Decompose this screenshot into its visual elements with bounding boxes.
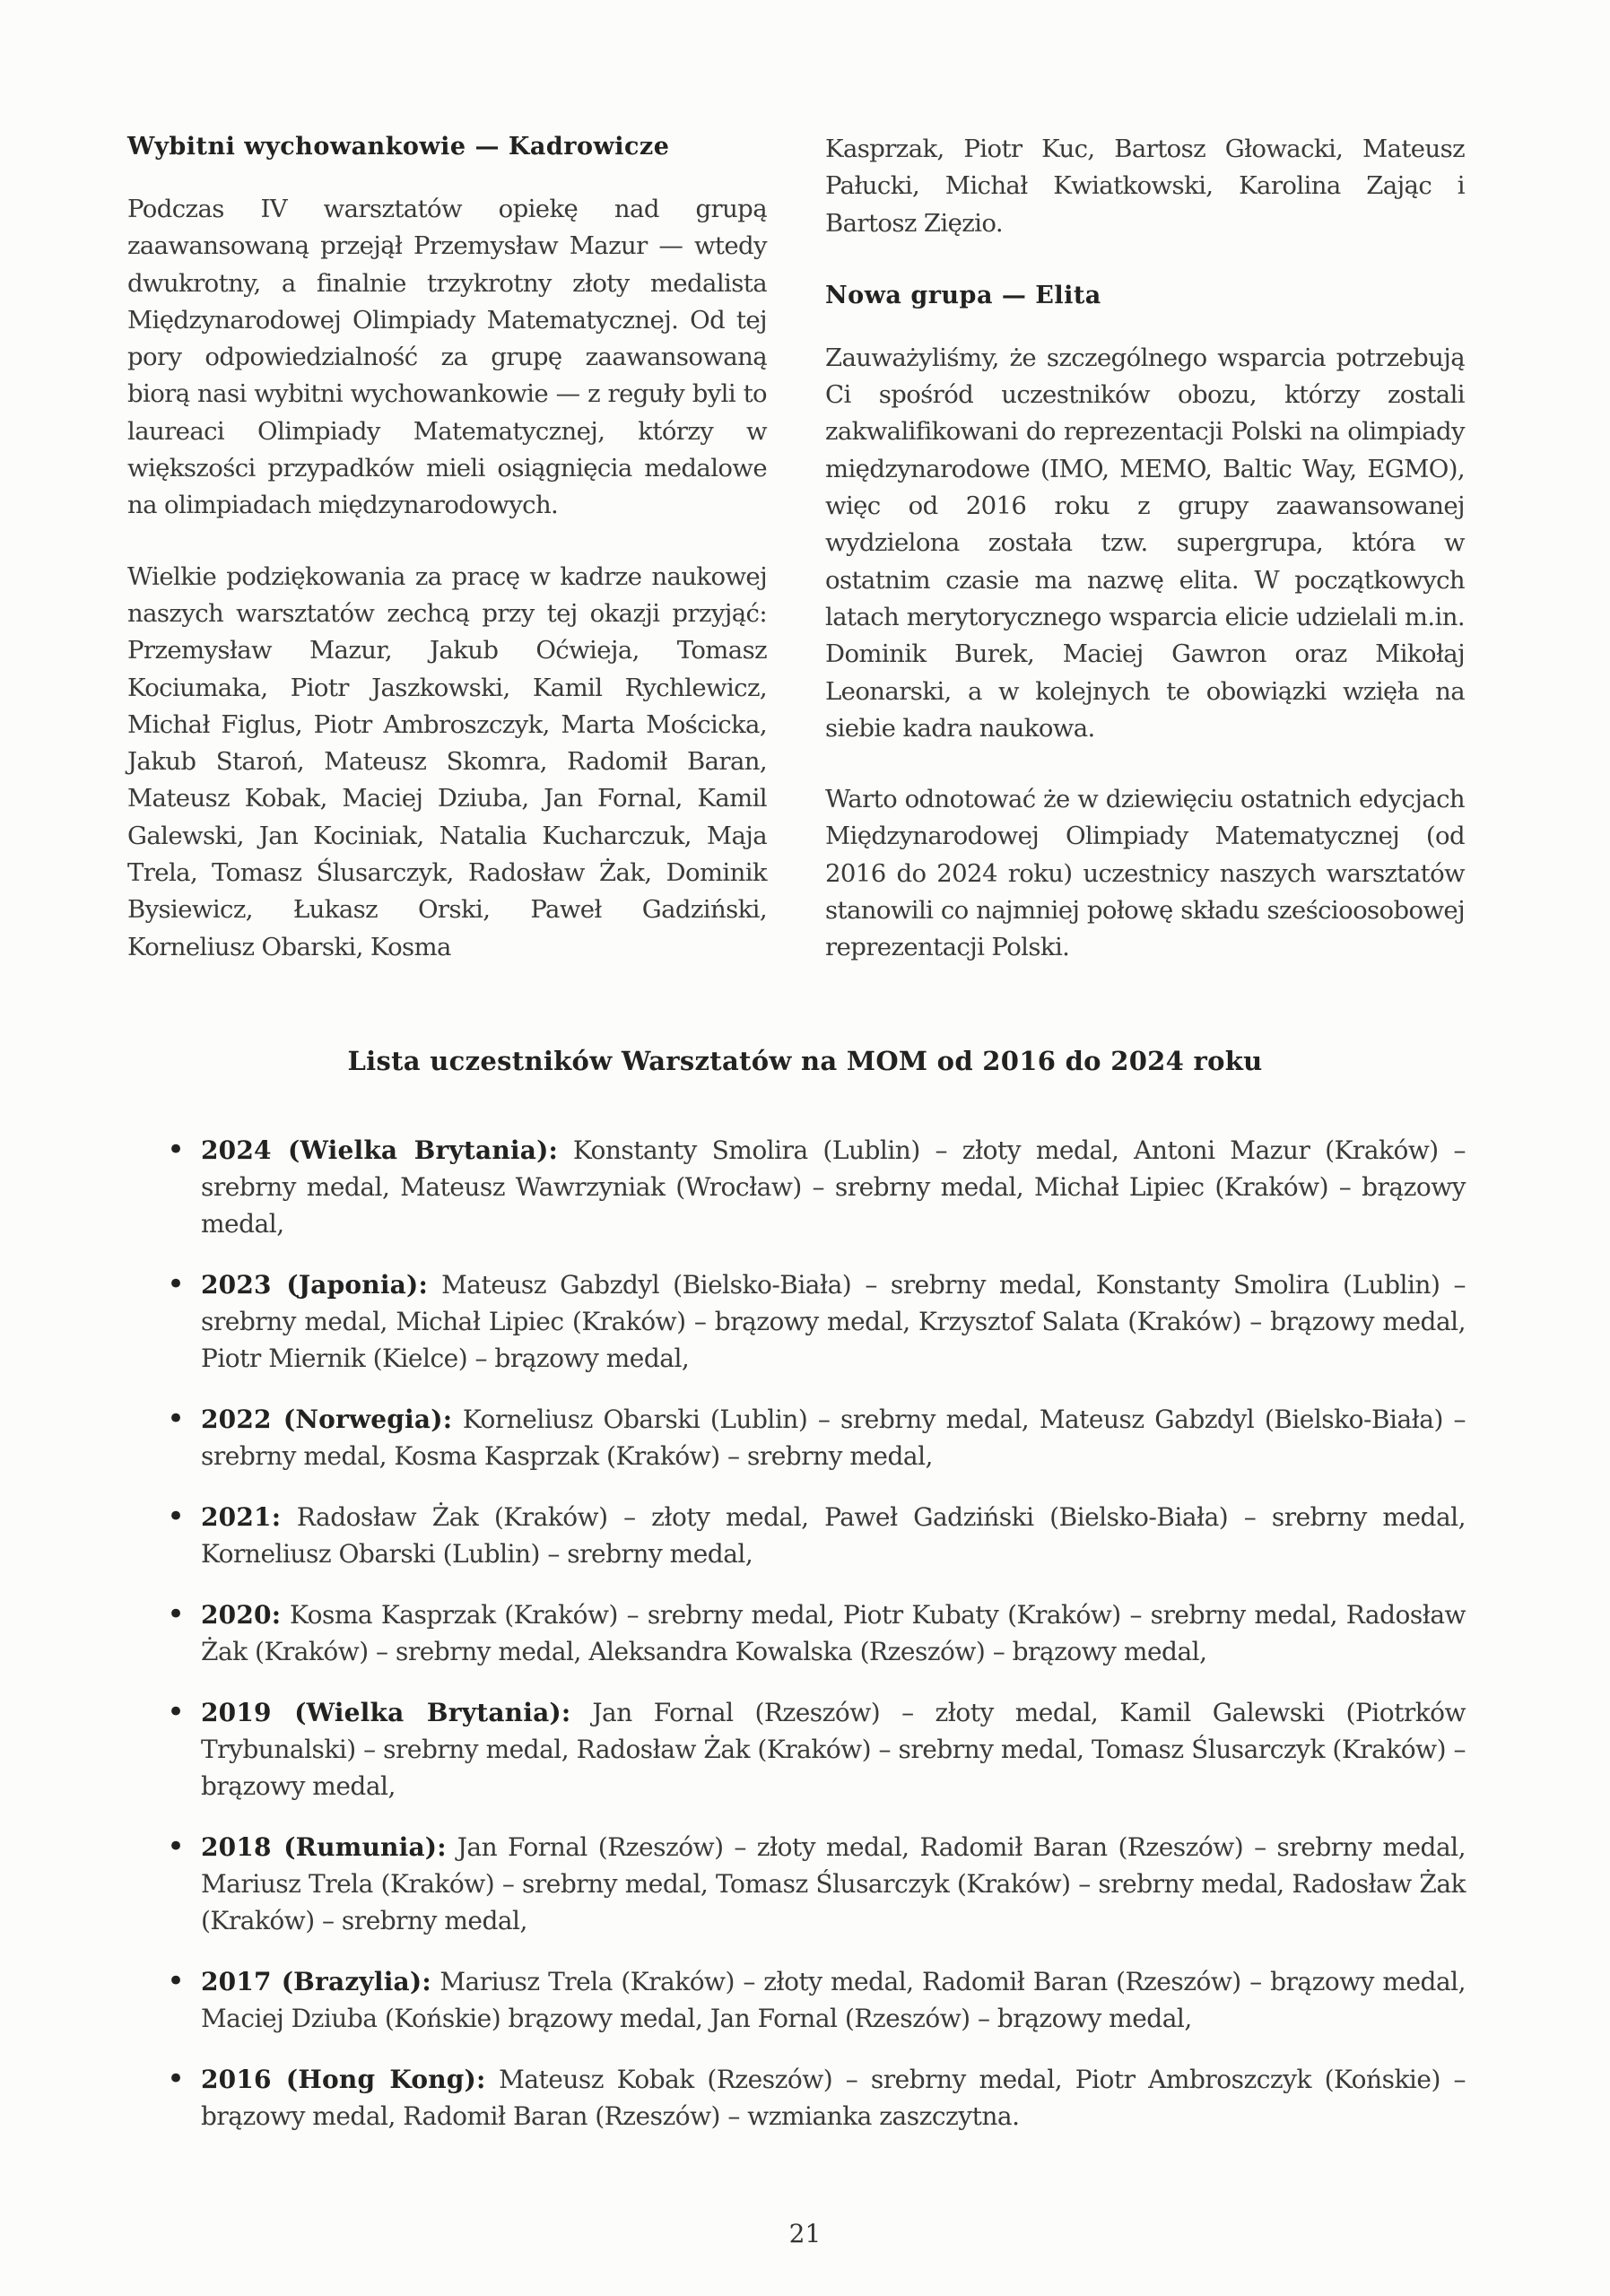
list-item-text: Mariusz Trela (Kraków) – złoty medal, Radomił Baran (Rzeszów) – brązowy medal, Maciej Dziuba (Końskie) brązowy medal, Jan Fornal (Rzeszów) – brązowy medal,: [201, 1967, 1466, 2033]
list-item-year: 2022 (Norwegia):: [201, 1405, 453, 1434]
section-heading-elita: Nowa grupa — Elita: [825, 281, 1101, 309]
paragraph-continuation: Kasprzak, Piotr Kuc, Bartosz Głowacki, Mateusz Pałucki, Michał Kwiatkowski, Karolina Zając i Bartosz Zięzio.: [825, 135, 1465, 238]
list-item: [167, 1499, 1466, 1572]
list-item-text: Kosma Kasprzak (Kraków) – srebrny medal, Piotr Kubaty (Kraków) – srebrny medal, Radosław Żak (Kraków) – srebrny medal, Aleksandra Kowalska (Rzeszów) – brązowy medal,: [201, 1600, 1466, 1666]
olympiad-list: [167, 1132, 1466, 2159]
page-number: 21: [788, 2219, 822, 2248]
list-item-text: Konstanty Smolira (Lublin) – złoty medal, Antoni Mazur (Kraków) – srebrny medal, Mateusz Wawrzyniak (Wrocław) – srebrny medal, Michał Lipiec (Kraków) – brązowy medal,: [201, 1135, 1466, 1239]
right-column: [825, 131, 1465, 1001]
list-item-year: 2017 (Brazylia):: [201, 1967, 431, 1996]
section-heading-kadrowicze: Wybitni wychowankowie — Kadrowicze: [127, 133, 670, 161]
paragraph: Wielkie podziękowania za pracę w kadrze naukowej naszych warsztatów zechcą przy tej okazji przyjąć: Przemysław Mazur, Jakub Oćwieja, Tomasz Kociumaka, Piotr Jaszkowski, Kamil Rychlewicz, Michał Figlus, Piotr Ambroszczyk, Marta Mościcka, Jakub Staroń, Mateusz Skomra, Radomił Baran, Mateusz Kobak, Maciej Dziuba, Jan Fornal, Kamil Galewski, Jan Kociniak, Natalia Kucharczuk, Maja Trela, Tomasz Ślusarczyk, Radosław Żak, Dominik Bysiewicz, Łukasz Orski, Paweł Gadziński, Korneliusz Obarski, Kosma: [127, 561, 767, 961]
list-item-year: 2019 (Wielka Brytania):: [201, 1698, 571, 1727]
list-item-text: Korneliusz Obarski (Lublin) – srebrny medal, Mateusz Gabzdyl (Bielsko-Biała) – srebrny medal, Kosma Kasprzak (Kraków) – srebrny medal,: [201, 1405, 1466, 1471]
list-item-year: 2023 (Japonia):: [201, 1270, 429, 1300]
list-item-text: Mateusz Kobak (Rzeszów) – srebrny medal, Piotr Ambroszczyk (Końskie) – brązowy medal, Radomił Baran (Rzeszów) – wzmianka zaszczytna.: [201, 2065, 1466, 2131]
left-column: [127, 133, 767, 1000]
list-title: Lista uczestników Warsztatów na MOM od 2016 do 2024 roku: [347, 1046, 1263, 1076]
list-item-year: 2018 (Rumunia):: [201, 1832, 447, 1862]
list-item: [167, 1963, 1466, 2037]
list-item-year: 2016 (Hong Kong):: [201, 2065, 486, 2094]
list-item-text: Radosław Żak (Kraków) – złoty medal, Paweł Gadziński (Bielsko-Biała) – srebrny medal, Korneliusz Obarski (Lublin) – srebrny medal,: [201, 1502, 1466, 1569]
list-item-year: 2020:: [201, 1600, 282, 1630]
list-item: [167, 1829, 1466, 1939]
list-item-year: 2021:: [201, 1502, 282, 1532]
list-item: [167, 1401, 1466, 1474]
list-item-text: Mateusz Gabzdyl (Bielsko-Biała) – srebrny medal, Konstanty Smolira (Lublin) – srebrny medal, Michał Lipiec (Kraków) – brązowy medal, Krzysztof Salata (Kraków) – brązowy medal, Piotr Miernik (Kielce) – brązowy medal,: [201, 1270, 1466, 1373]
list-item: [167, 1596, 1466, 1670]
paragraph: Zauważyliśmy, że szczególnego wsparcia potrzebują Ci spośród uczestników obozu, którzy zostali zakwalifikowani do reprezentacji Polski na olimpiady międzynarodowe (IMO, MEMO, Baltic Way, EGMO), więc od 2016 roku z grupy zaawansowanej wydzielona została tzw. supergrupa, która w ostatnim czasie ma nazwę elita. W początkowych latach merytorycznego wsparcia elicie udzielali m.in. Dominik Burek, Maciej Gawron oraz Mikołaj Leonarski, a w kolejnych te obowiązki wzięła na siebie kadra naukowa.: [825, 343, 1465, 743]
list-item: [167, 1694, 1466, 1805]
list-item-year: 2024 (Wielka Brytania):: [201, 1135, 559, 1165]
list-item: [167, 1132, 1466, 1242]
paragraph: Warto odnotować że w dziewięciu ostatnich edycjach Międzynarodowej Olimpiady Matematycznej (od 2016 do 2024 roku) uczestnicy naszych warsztatów stanowili co najmniej połowę składu sześcioosobowej reprezentacji Polski.: [825, 785, 1465, 962]
list-item-text: Jan Fornal (Rzeszów) – złoty medal, Kamil Galewski (Piotrków Trybunalski) – srebrny medal, Radosław Żak (Kraków) – srebrny medal, Tomasz Ślusarczyk (Kraków) – brązowy medal,: [201, 1698, 1466, 1801]
list-item: [167, 2061, 1466, 2135]
list-item-text: Jan Fornal (Rzeszów) – złoty medal, Radomił Baran (Rzeszów) – srebrny medal, Mariusz Trela (Kraków) – srebrny medal, Tomasz Ślusarczyk (Kraków) – srebrny medal, Radosław Żak (Kraków) – srebrny medal,: [201, 1832, 1466, 1935]
paragraph: Podczas IV warsztatów opiekę nad grupą zaawansowaną przejął Przemysław Mazur — wtedy dwukrotny, a finalnie trzykrotny złoty medalista Międzynarodowej Olimpiady Matematycznej. Od tej pory odpowiedzialność za grupę zaawansowaną biorą nasi wybitni wychowankowie — z reguły byli to laureaci Olimpiady Matematycznej, którzy w większości przypadków mieli osiągnięcia medalowe na olimpiadach międzynarodowych.: [127, 195, 767, 520]
list-item: [167, 1266, 1466, 1377]
